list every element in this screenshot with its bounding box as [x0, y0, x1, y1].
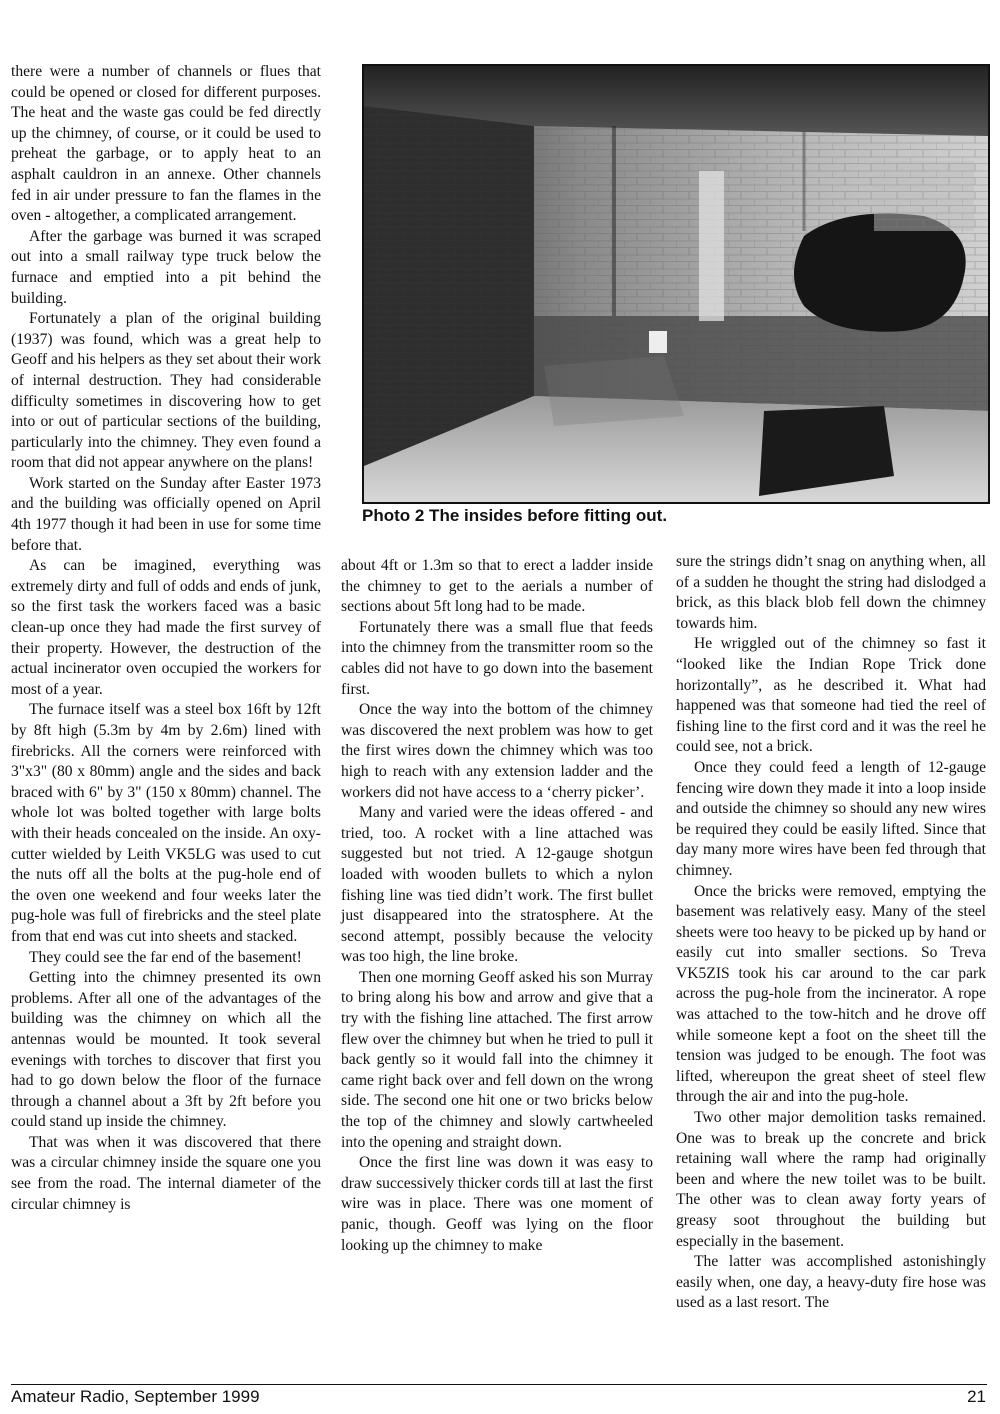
photo-basement-interior — [362, 64, 990, 504]
paragraph: Once the bricks were removed, emptying the basement was relatively easy. Many of the steel sheets were too heavy to be picked up by hand or easily cut into smaller sections. So Treva VK5ZIS took his car around to the car park across the pug-hole from the incinerator. A rope was attached to the tow-hitch and he drove off while someone kept a foot on the sheet till the tension was judged to be enough. The foot was lifted, whereupon the great sheet of steel flew through the air and into the pug-hole. — [676, 882, 986, 1106]
paragraph: Once the way into the bottom of the chimney was discovered the next problem was how to get the first wires down the chimney which was too high to reach with any extension ladder and the workers did not have access to a ‘cherry picker’. — [341, 701, 653, 801]
paragraph: Two other major demolition tasks remained. One was to break up the concrete and brick retaining wall where the ramp had originally been and where the new toilet was to be built. The other was to clean away forty years of greasy soot throughout the building but especially in the basement. — [676, 1109, 986, 1250]
paragraph: Work started on the Sunday after Easter 1973 and the building was officially opened on April 4th 1977 though it had been in use for some time before that. — [11, 474, 321, 554]
paragraph: He wriggled out of the chimney so fast it “looked like the Indian Rope Trick done horizontally”, as he described it. What had happened was that someone had tied the reel of fishing line to the first cord and it was the reel he could see, not a brick. — [676, 635, 986, 756]
paragraph: there were a number of channels or flues that could be opened or closed for different purposes. The heat and the waste gas could be fed directly up the chimney, of course, or it could be used to preheat the garbage, or to apply heat to an asphalt cauldron in an annexe. Other channels fed in air under pressure to fan the flames in the oven - altogether, a complicated arrangement. — [11, 63, 321, 225]
paragraph: Once they could feed a length of 12-gauge fencing wire down they made it into a loop inside and outside the chimney so should any new wires be required they could be easily lifted. Since that day many more wires have been fed through that chimney. — [676, 758, 986, 879]
footer-divider — [11, 1384, 987, 1385]
paragraph: Fortunately there was a small flue that feeds into the chimney from the transmitter room so the cables did not have to go down into the basement first. — [341, 618, 653, 698]
paragraph: Getting into the chimney presented its own problems. After all one of the advantages of the building was the chimney on which all the antennas would be mounted. It took several evenings with torches to discover that first you had to go down below the floor of the furnace through a channel about a 3ft by 2ft before you could stand up inside the chimney. — [11, 969, 321, 1131]
page-number: 21 — [967, 1387, 986, 1406]
paragraph: Many and varied were the ideas offered - and tried, too. A rocket with a line attached was suggested but not tried. A 12-gauge shotgun loaded with wooden bullets to which a nylon fishing line was tied didn’t work. The first bullet just disappeared into the stratosphere. At the second attempt, possibly because the velocity was too high, the line broke. — [341, 804, 653, 966]
paragraph: about 4ft or 1.3m so that to erect a ladder inside the chimney to get to the aerials a number of sections about 5ft long had to be made. — [341, 557, 653, 616]
paragraph: The furnace itself was a steel box 16ft by 12ft by 8ft high (5.3m by 4m by 2.6m) lined with firebricks. All the corners were reinforced with 3"x3" (80 x 80mm) angle and the sides and back braced with 6" by 3" (150 x 80mm) channel. The whole lot was bolted together with large bolts with their heads concealed on the inside. An oxy-cutter wielded by Leith VK5LG was used to cut the nuts off all the bolts at the pug-hole end of the oven one weekend and four weeks later the pug-hole was full of firebricks and the steel plate from that end was cut into sheets and stacked. — [11, 701, 321, 945]
paragraph: Then one morning Geoff asked his son Murray to bring along his bow and arrow and give that a try with the fishing line attached. The first arrow flew over the chimney but when he tried to pull it back gently so it would fall into the chimney it came right back over and fell down on the wrong side. The second one hit one or two bricks below the top of the chimney and slowly cartwheeled into the opening and straight down. — [341, 968, 653, 1151]
photo-caption: Photo 2 The insides before fitting out. — [362, 506, 668, 525]
paragraph: Once the first line was down it was easy to draw successively thicker cords till at last the first wire was in place. There was one moment of panic, though. Geoff was lying on the floor looking up the chimney to make — [341, 1154, 653, 1254]
paragraph: sure the strings didn’t snag on anything when, all of a sudden he thought the string had dislodged a brick, as this black blob fell down the chimney towards him. — [676, 553, 986, 632]
paragraph: They could see the far end of the basement! — [29, 948, 302, 966]
footer-publication: Amateur Radio, September 1999 — [11, 1387, 260, 1406]
paragraph: The latter was accomplished astonishingly easily when, one day, a heavy-duty fire hose was used as a last resort. The — [676, 1253, 986, 1312]
paragraph: Fortunately a plan of the original building (1937) was found, which was a great help to Geoff and his helpers as they set about their work of internal destruction. They had considerable difficulty sometimes in discovering how to get into or out of particular sections of the building, particularly into the chimney. They even found a room that did not appear anywhere on the plans! — [11, 310, 321, 472]
article-column-1 — [11, 62, 321, 1215]
paragraph: As can be imagined, everything was extremely dirty and full of odds and ends of junk, so the first task the workers faced was a basic clean-up once they had made the first survey of their property. However, the destruction of the actual incinerator oven occupied the workers for most of a year. — [11, 557, 321, 698]
article-column-2 — [341, 556, 653, 1256]
article-column-3 — [676, 552, 986, 1314]
paragraph: That was when it was discovered that there was a circular chimney inside the square one you see from the road. The internal diameter of the circular chimney is — [11, 1133, 321, 1213]
paragraph: After the garbage was burned it was scraped out into a small railway type truck below the furnace and emptied into a pit behind the building. — [11, 227, 321, 307]
